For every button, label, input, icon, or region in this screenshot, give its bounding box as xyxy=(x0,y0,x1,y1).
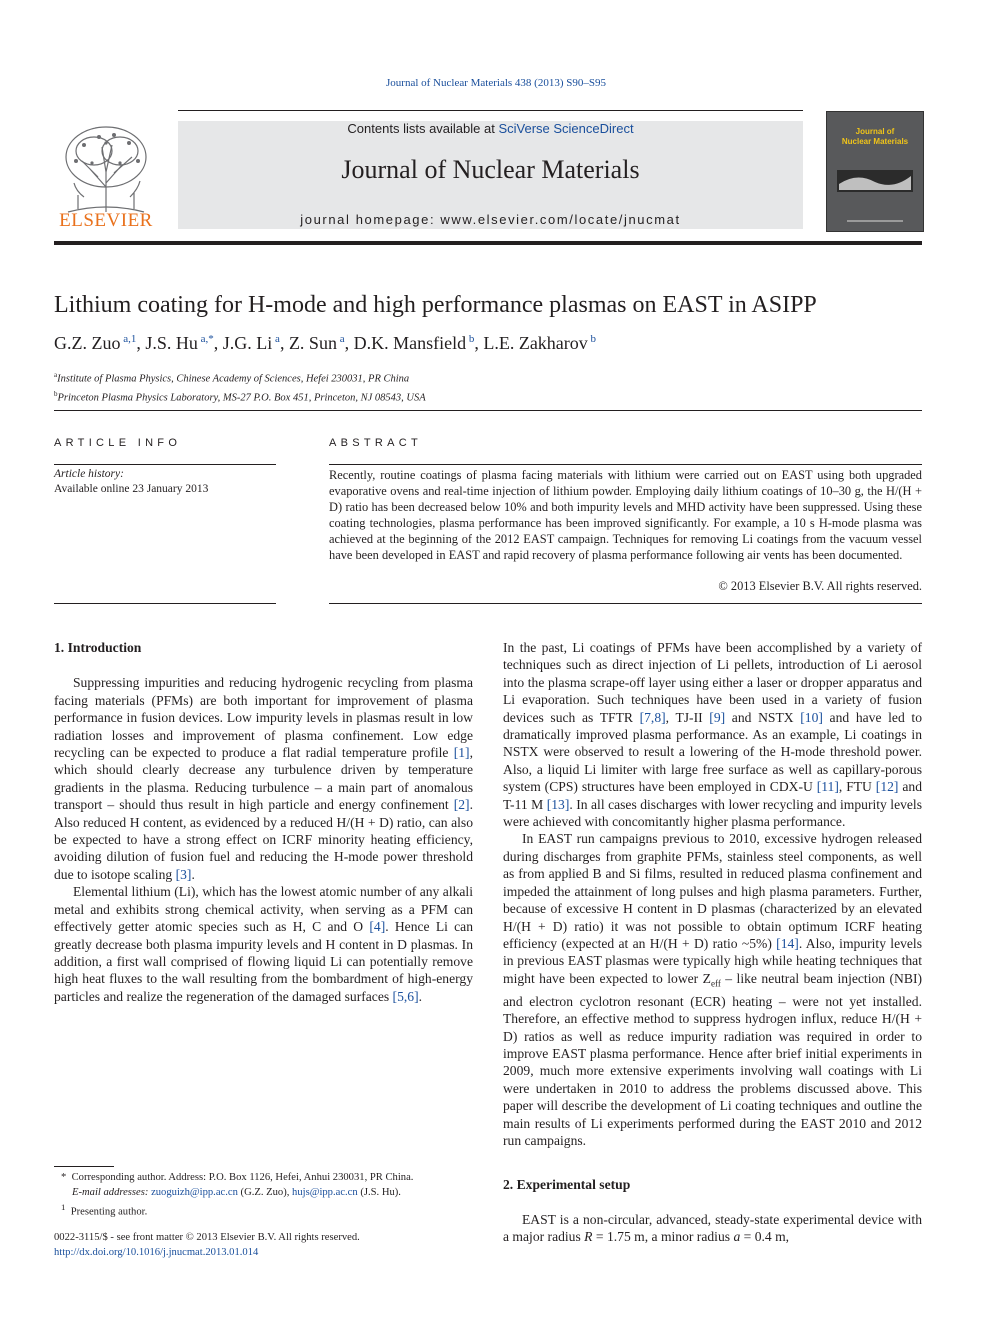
author-list xyxy=(54,333,934,354)
intro-paragraph-4 xyxy=(503,830,922,1149)
author-affiliation-mark[interactable]: b xyxy=(587,333,597,345)
svg-text:Nuclear Materials: Nuclear Materials xyxy=(841,137,909,146)
ref-3-link[interactable]: [3] xyxy=(175,866,192,882)
author-name: Z. Sun xyxy=(288,333,337,353)
header-rule xyxy=(178,110,803,111)
footnote-rule xyxy=(54,1166,114,1167)
journal-reference[interactable]: Journal of Nuclear Materials 438 (2013) S90–S95 xyxy=(386,77,606,89)
ref-12-link[interactable]: [12] xyxy=(875,779,899,795)
affiliation-text: Institute of Plasma Physics, Chinese Academy of Sciences, Hefei 230031, PR China xyxy=(57,373,410,385)
footnotes xyxy=(54,1170,473,1220)
affiliation-mark: a xyxy=(54,371,58,379)
intro-paragraph-3-continued xyxy=(503,639,922,830)
text-run: In the past, Li coatings of PFMs have been accomplished by a variety of techniques such as direct injection of Li pellets, introduction of Li aerosol into the plasma scrape-off layer using either a laser or dropper apparatus and Li evaporation. Such techniques have been used in a variety of fusion devices such as TFTR xyxy=(503,640,922,725)
text-run: and have led to dramatically improved plasma performance. As an example, Li coatings in NSTX were observed to result a lowering of the H-mode threshold power. Also, a liquid Li limiter with large free surface as well as capillary-porous system (CPS) structures have been employed in CDX-U xyxy=(503,709,922,795)
footnote-corresponding xyxy=(54,1170,473,1185)
ref-2-link[interactable]: [2] xyxy=(453,797,470,813)
author-name: G.Z. Zuo xyxy=(54,333,121,353)
email-owner: (J.S. Hu). xyxy=(357,1187,401,1198)
affiliations xyxy=(54,368,934,405)
history-value: Available online 23 January 2013 xyxy=(54,483,209,495)
author-separator: , xyxy=(213,333,223,353)
contents-prefix: Contents lists available at xyxy=(347,121,499,136)
section-2-heading: 2. Experimental setup xyxy=(503,1176,631,1192)
email-link-zuo[interactable]: zuoguizh@ipp.ac.cn xyxy=(151,1187,238,1198)
footnote-mark: * xyxy=(61,1172,67,1183)
article-info-heading: ARTICLE INFO xyxy=(54,437,182,449)
author-affiliation-mark[interactable]: a,1 xyxy=(120,333,137,345)
footnote-text: Corresponding author. Address: P.O. Box 1126, Hefei, Anhui 230031, PR China. xyxy=(71,1172,414,1183)
ref-14-link[interactable]: [14] xyxy=(776,935,799,951)
author-separator: , xyxy=(344,333,354,353)
author-separator: , xyxy=(474,333,484,353)
issn-line: 0022-3115/$ - see front matter © 2013 Elsevier B.V. All rights reserved. xyxy=(54,1232,360,1243)
symbol-a: a xyxy=(733,1229,741,1245)
text-run: and NSTX xyxy=(725,709,801,725)
text-run: . Also reduced H content, as evidenced by a reduced H/(H + D) ratio, can also be expected to have a strong effect on ICRF minority heating efficiency, avoiding dilution of fusion fuel and reducing the H-mode power threshold due to isotope scaling xyxy=(54,797,473,882)
ref-9-link[interactable]: [9] xyxy=(709,709,726,725)
author-name: J.S. Hu xyxy=(145,333,198,353)
ref-11-link[interactable]: [11] xyxy=(816,779,839,795)
ref-5-6-link[interactable]: [5,6] xyxy=(392,988,419,1004)
text-run: = 1.75 m, a minor radius xyxy=(592,1229,734,1245)
setup-paragraph-1 xyxy=(503,1211,922,1246)
email-label: E-mail addresses: xyxy=(72,1187,149,1198)
author-separator: , xyxy=(279,333,289,353)
abstract-bottom-rule xyxy=(329,603,922,604)
article-title: Lithium coating for H-mode and high performance plasmas on EAST in ASIPP xyxy=(54,292,817,318)
journal-cover-thumbnail[interactable] xyxy=(826,111,924,232)
zeff-subscript: eff xyxy=(710,978,721,989)
body-left-column xyxy=(54,639,473,1005)
doi-link[interactable]: http://dx.doi.org/10.1016/j.jnucmat.2013.01.014 xyxy=(54,1247,259,1258)
footnote-text: Presenting author. xyxy=(70,1206,148,1218)
author-name: L.E. Zakharov xyxy=(483,333,588,353)
author-affiliation-mark[interactable]: b xyxy=(466,333,475,345)
text-run: , which should clearly decrease any turbulence driven by temperature gradients in the plasma. Reducing turbulence – a main part of anomalous transport – should thus result in high particle and energy confinement xyxy=(54,745,473,813)
section-1-heading: 1. Introduction xyxy=(54,640,142,655)
text-run: . Hence Li can greatly decrease both plasma impurity levels and H content in D plasmas. In addition, a first wall comprised of flowing liquid Li can potentially remove high heat fluxes to the wall resulting from the bombardment of high-energy particles and realize the regeneration of the damaged surfaces xyxy=(54,919,473,1004)
text-run: Elemental lithium (Li), which has the lowest atomic number of any alkali metal and exhibits strong chemical activity, when serving as a PFM can effectively getter atomic species such as H, C and O xyxy=(54,884,473,935)
copyright-notice: © 2013 Elsevier B.V. All rights reserved. xyxy=(718,579,922,593)
text-run: Suppressing impurities and reducing hydrogenic recycling from plasma facing materials (PFMs) are both important for improvement of plasma performance in fusion devices. Low impurity levels in plasmas result in low radiation losses and improvement of plasma confinement. Low edge recycling can be expected to produce a flat radial temperature profile xyxy=(54,675,473,761)
footnote-presenting xyxy=(54,1200,473,1220)
author-name: D.K. Mansfield xyxy=(353,333,467,353)
text-run: , FTU xyxy=(838,779,876,795)
text-run: = 0.4 m, xyxy=(740,1229,790,1245)
affiliation-a xyxy=(54,368,934,387)
email-owner: (G.Z. Zuo), xyxy=(237,1187,293,1198)
contents-line xyxy=(178,121,803,136)
author-affiliation-mark[interactable]: a xyxy=(272,333,280,345)
footnote-mark: 1 xyxy=(61,1202,66,1212)
affiliation-b xyxy=(54,387,934,406)
text-run: In EAST run campaigns previous to 2010, excessive hydrogen released during discharges from graphite PFMs, stainless steel components, as well as from applied B and Si films, resulted in reduced plasma confinement and impeded the attainment of long pulses and high plasma parameters. Further, because of excessive H content in D plasmas (characterized by an elevated H/(H + D) ratio) it was not possible to obtain optimum ICRF heating efficiency (expected at an H/(H + D) ratio ~5%) xyxy=(503,831,922,951)
affiliation-rule xyxy=(54,410,922,411)
journal-homepage[interactable]: journal homepage: www.elsevier.com/locate/jnucmat xyxy=(300,212,681,227)
text-run: . xyxy=(191,866,195,882)
intro-paragraph-2 xyxy=(54,883,473,1005)
email-link-hu[interactable]: hujs@ipp.ac.cn xyxy=(292,1187,358,1198)
symbol-R: R xyxy=(584,1229,593,1245)
svg-text:Journal of: Journal of xyxy=(855,127,895,136)
ref-10-link[interactable]: [10] xyxy=(800,709,823,725)
article-info-bottom-rule xyxy=(54,603,276,604)
text-run: – like neutral beam injection (NBI) and electron cyclotron resonant (ECR) heating – were not yet installed. Therefore, an effective method to suppress hydrogen influx, reduce H/(H + D) ratios as well as reduce impurity radiation was required in order to improve EAST plasma performance. Hence after brief initial experiments in 2009, much more extensive experiments involving wall coatings with Li were undertaken in 2010 to address the problems discussed above. This paper will describe the development of Li coating techniques and outline the main results of Li experiments performed during the EAST 2010 and 2012 run campaigns. xyxy=(503,970,922,1149)
text-run: . Also, impurity levels in previous EAST plasmas were typically high while heating techniques that might have been expected to lower Z xyxy=(503,935,922,986)
ref-7-8-link[interactable]: [7,8] xyxy=(639,709,666,725)
abstract-rule xyxy=(329,464,922,465)
article-info-rule xyxy=(54,464,276,465)
text-run: . In all cases discharges with lower recycling and impurity levels were achieved with concomitantly higher plasma performance. xyxy=(503,796,923,830)
affiliation-mark: b xyxy=(54,389,58,398)
text-run: EAST is a non-circular, advanced, steady-state experimental device with a major radius xyxy=(503,1211,922,1245)
header-rule-thick xyxy=(54,241,922,245)
cover-image xyxy=(827,112,923,231)
article-history xyxy=(54,467,276,497)
ref-13-link[interactable]: [13] xyxy=(546,796,570,812)
ref-4-link[interactable]: [4] xyxy=(369,919,386,935)
abstract-heading: ABSTRACT xyxy=(329,437,423,449)
body-right-column xyxy=(503,639,922,1246)
author-affiliation-mark[interactable]: a,* xyxy=(197,333,214,345)
elsevier-wordmark: ELSEVIER xyxy=(59,210,153,231)
author-name: J.G. Li xyxy=(222,333,273,353)
author-separator: , xyxy=(136,333,146,353)
text-run: and T-11 M xyxy=(503,779,922,812)
text-run: . xyxy=(418,988,422,1004)
journal-title: Journal of Nuclear Materials xyxy=(341,155,640,184)
intro-paragraph-1 xyxy=(54,674,473,883)
affiliation-text: Princeton Plasma Physics Laboratory, MS-27 P.O. Box 451, Princeton, NJ 08543, USA xyxy=(57,392,426,403)
author-affiliation-mark[interactable]: a xyxy=(336,333,345,345)
abstract-text: Recently, routine coatings of plasma facing materials with lithium were carried out on EAST using both upgraded evaporative ovens and real-time injection of lithium powder. Employing daily lithium coatings of 10–30 g, the H/(H + D) ratio has been decreased below 10% and both impurity levels and MHD activity have been suppressed. Using these coating technologies, plasma performance has been improved significantly. For example, a 10 s H-mode plasma was achieved at the beginning of the 2012 EAST campaign. Techniques for removing Li coatings from the vacuum vessel have been developed in EAST and rapid recovery of plasma performance following air vents has been documented. xyxy=(329,468,922,562)
footnote-emails xyxy=(54,1185,473,1200)
page-footer xyxy=(54,1230,473,1260)
sciencedirect-link[interactable]: SciVerse ScienceDirect xyxy=(498,121,634,136)
history-label: Article history: xyxy=(54,468,124,480)
ref-1-link[interactable]: [1] xyxy=(453,745,470,761)
text-run: , TJ-II xyxy=(665,709,710,725)
